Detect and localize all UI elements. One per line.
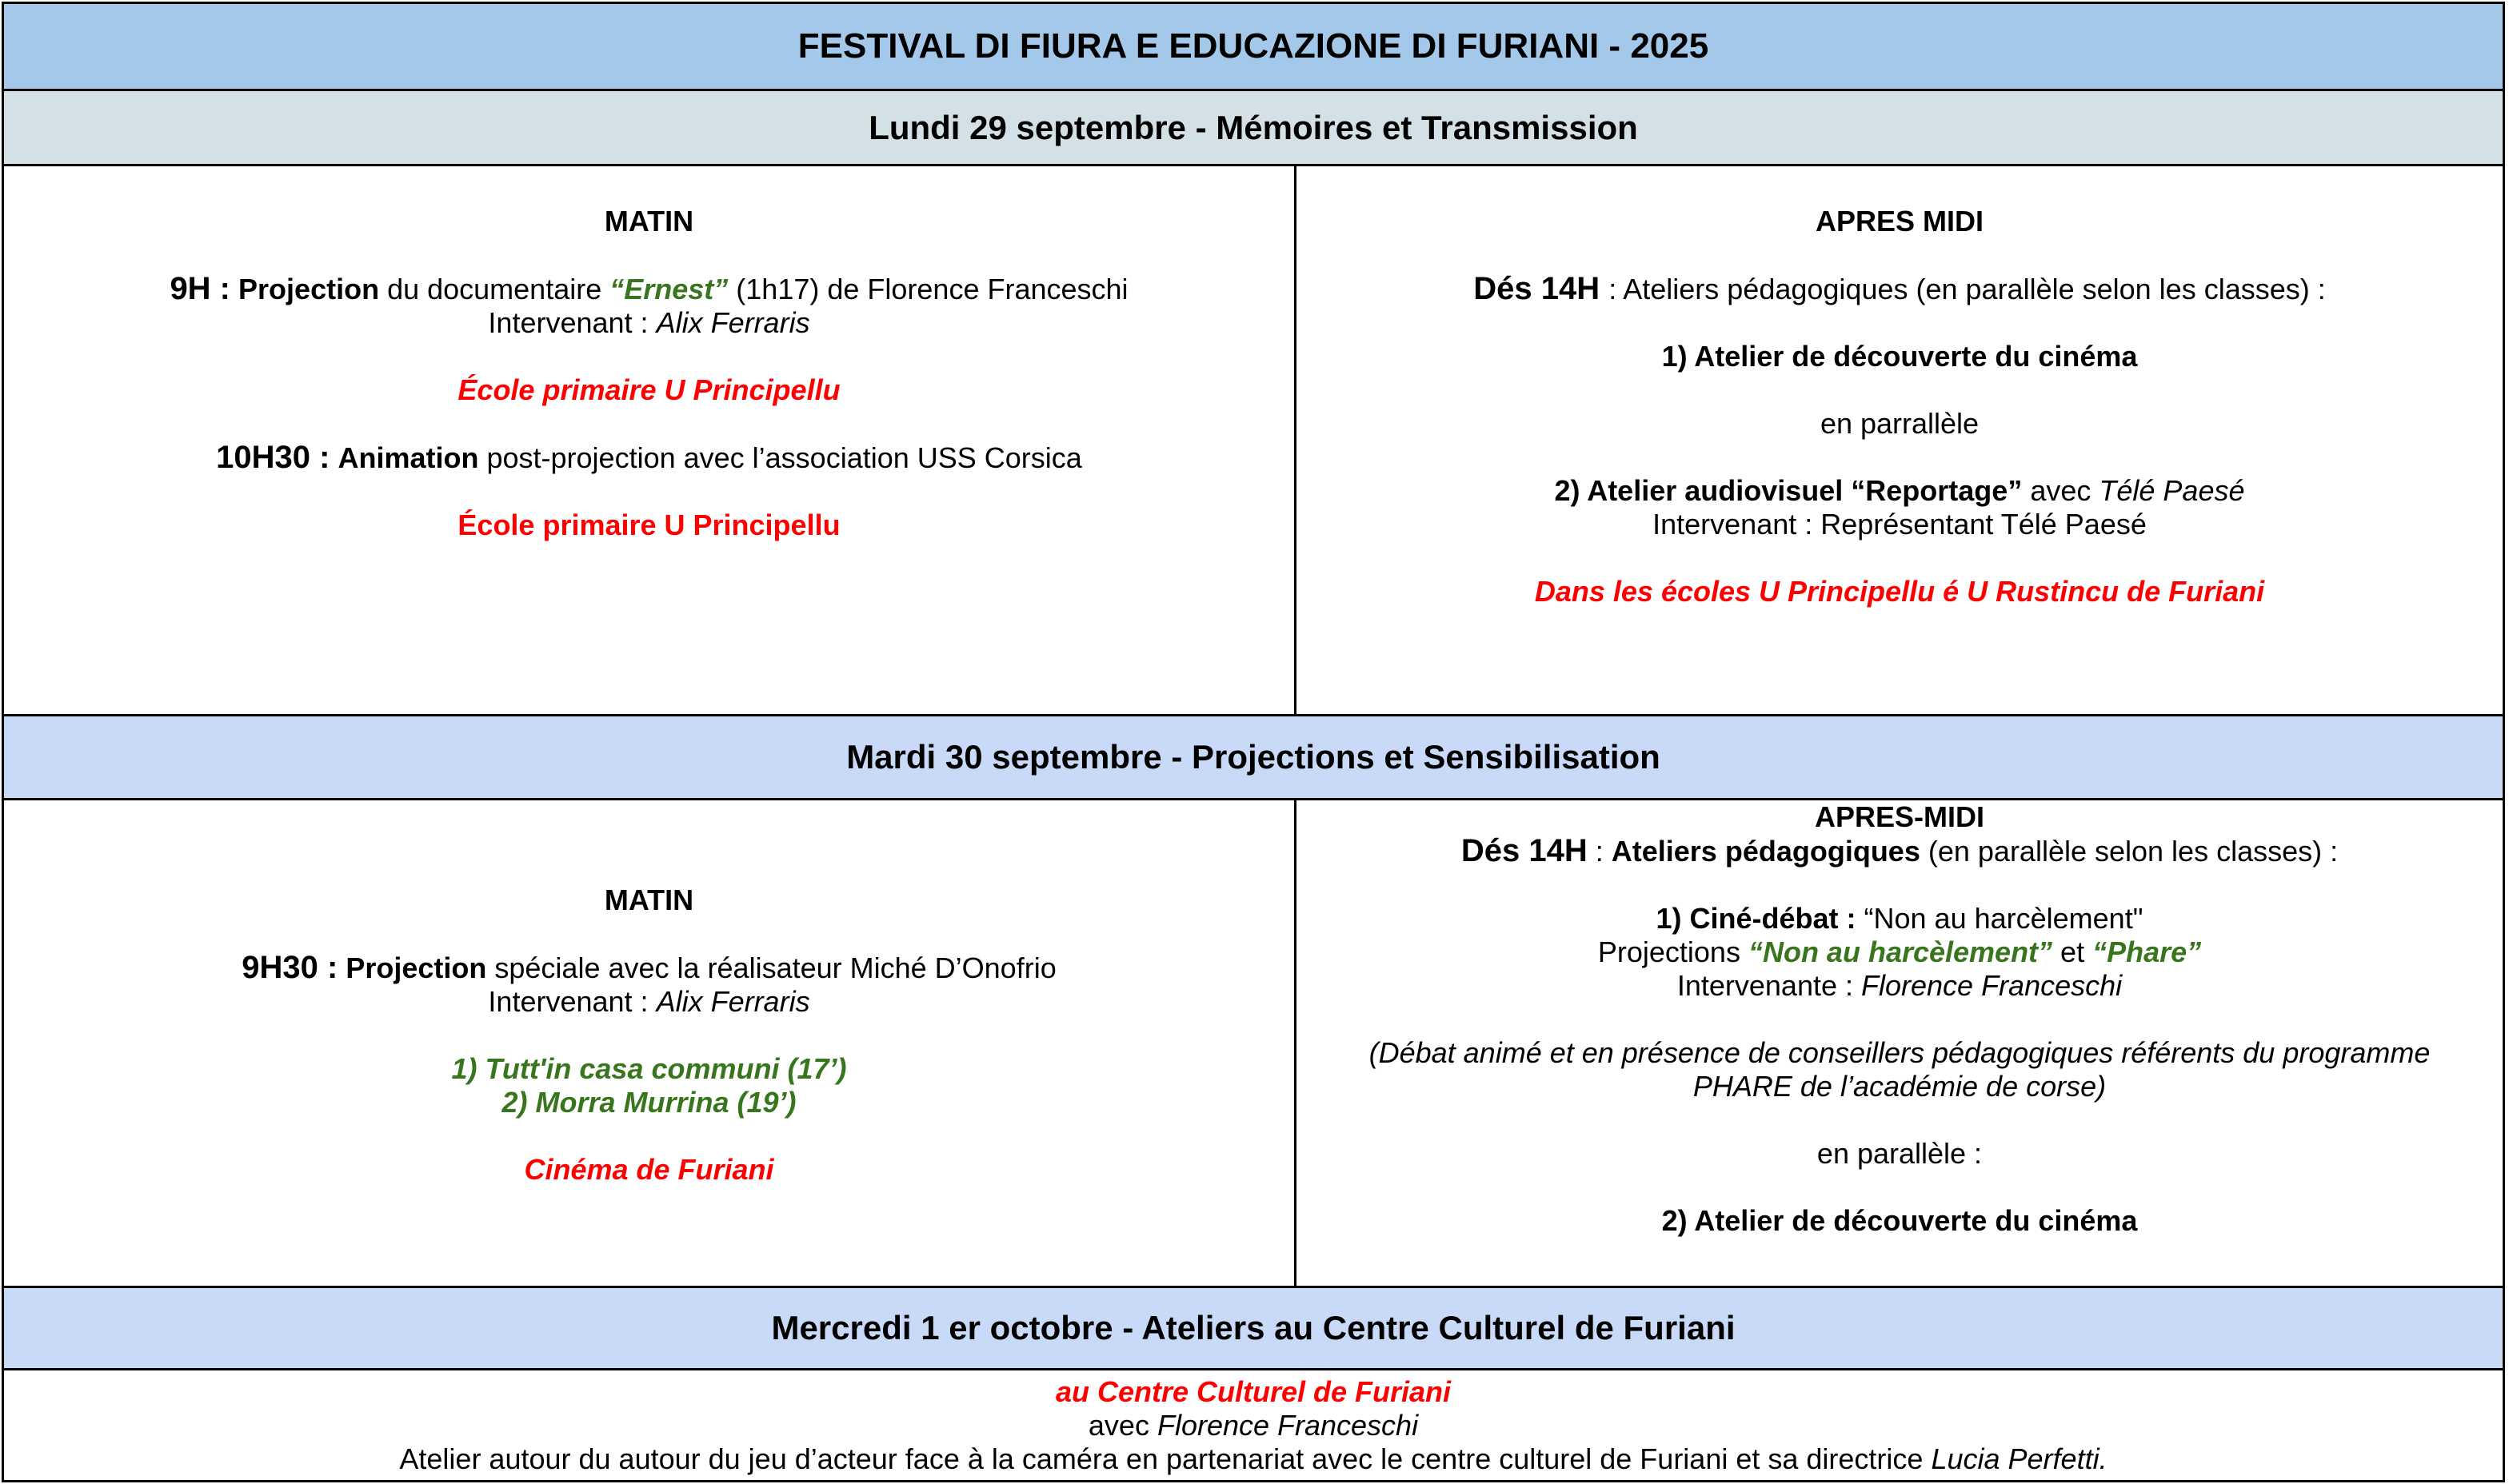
item-text: : bbox=[1587, 835, 1612, 868]
day2-film2: 2) Morra Murrina (19’) bbox=[501, 1086, 797, 1119]
day1-afternoon-cell bbox=[1296, 166, 2503, 714]
item-time: 9H : bbox=[170, 271, 231, 306]
item-label: Animation bbox=[338, 441, 479, 474]
workshop-label: 2) Atelier audiovisuel “Reportage” bbox=[1554, 474, 2023, 507]
day1-morning-item2-location: École primaire U Principellu bbox=[457, 509, 841, 541]
day1-morning-item1 bbox=[170, 272, 1128, 306]
item-text: post-projection avec l’association USS Corsica bbox=[478, 441, 1082, 474]
day1-workshop1: 1) Atelier de découverte du cinéma bbox=[1661, 340, 2138, 373]
festival-title-row bbox=[2, 2, 2505, 91]
day1-afternoon-heading: APRES MIDI bbox=[1815, 205, 1984, 237]
item-label: Ateliers pédagogiques bbox=[1611, 835, 1920, 868]
day2-workshop2: 2) Atelier de découverte du cinéma bbox=[1661, 1204, 2138, 1237]
film-title: “Ernest” bbox=[609, 273, 729, 305]
item-text: du documentaire bbox=[379, 273, 610, 305]
item-text: Atelier autour du autour du jeu d’acteur face à la caméra en partenariat avec le centre culturel de Furiani et sa directrice bbox=[399, 1442, 1932, 1475]
day1-sessions bbox=[2, 166, 2505, 716]
partner-name: Télé Paesé bbox=[2099, 474, 2245, 507]
item-text: avec bbox=[2022, 474, 2099, 507]
day2-afternoon-intro bbox=[1461, 834, 2338, 868]
film-title: “Phare” bbox=[2092, 935, 2202, 968]
speaker-name: Florence Franceschi bbox=[1861, 969, 2123, 1002]
day2-morning-speaker bbox=[488, 985, 809, 1019]
item-text: spéciale avec la réalisateur Miché D’Onofrio bbox=[486, 951, 1057, 984]
day2-note-line2: PHARE de l’académie de corse) bbox=[1692, 1070, 2107, 1103]
film-title: “Non au harcèlement” bbox=[1748, 935, 2053, 968]
speaker-name: Florence Franceschi bbox=[1157, 1409, 1419, 1442]
day3-description bbox=[4, 1442, 2503, 1476]
speaker-name: Alix Ferraris bbox=[656, 985, 810, 1018]
day1-morning-item2 bbox=[216, 441, 1082, 475]
day1-workshop2-speaker: Intervenant : Représentant Télé Paesé bbox=[1652, 508, 2147, 541]
speaker-label: Intervenant : bbox=[488, 306, 657, 339]
day2-header-row bbox=[2, 714, 2505, 800]
day2-debate bbox=[1656, 902, 2143, 935]
day3-header-row bbox=[2, 1286, 2505, 1370]
day1-afternoon-intro bbox=[1473, 272, 2326, 306]
item-text: et bbox=[2052, 935, 2093, 968]
item-text: avec bbox=[1088, 1409, 1157, 1442]
item-time: Dés 14H bbox=[1473, 271, 1609, 306]
day1-morning-cell bbox=[4, 166, 1296, 714]
day2-afternoon-heading: APRES-MIDI bbox=[1814, 800, 1984, 833]
item-time: 9H30 : bbox=[242, 950, 338, 985]
day1-morning-heading: MATIN bbox=[604, 205, 694, 237]
day2-morning-heading: MATIN bbox=[604, 884, 694, 916]
day1-header: Lundi 29 septembre - Mémoires et Transmission bbox=[869, 108, 1638, 146]
debate-label: 1) Ciné-débat : bbox=[1656, 902, 1856, 935]
speaker-label: Intervenant : bbox=[488, 985, 657, 1018]
day1-morning-item1-speaker bbox=[488, 306, 809, 340]
day1-header-row bbox=[2, 89, 2505, 166]
day2-note-line1: (Débat animé et en présence de conseillers pédagogiques référents du programme bbox=[1368, 1036, 2431, 1069]
day1-parallel-text: en parrallèle bbox=[1820, 407, 1980, 440]
director-name: Lucia Perfetti bbox=[1931, 1442, 2099, 1475]
day2-afternoon-cell bbox=[1296, 800, 2503, 1286]
item-label: Projection bbox=[346, 951, 487, 984]
speaker-label: Intervenante : bbox=[1676, 969, 1861, 1002]
debate-text: “Non au harcèlement" bbox=[1856, 902, 2143, 935]
festival-title: FESTIVAL DI FIURA E EDUCAZIONE DI FURIANI - 2025 bbox=[797, 26, 1709, 66]
day2-morning-cell bbox=[4, 800, 1296, 1286]
day1-workshop2 bbox=[1555, 474, 2245, 508]
day3-header: Mercredi 1 er octobre - Ateliers au Centre Culturel de Furiani bbox=[771, 1309, 1736, 1346]
item-time: 10H30 : bbox=[216, 440, 330, 475]
item-text: Projections bbox=[1597, 935, 1748, 968]
item-text: (1h17) de Florence Franceschi bbox=[728, 273, 1129, 305]
day1-afternoon-location: Dans les écoles U Principellu é U Rustincu de Furiani bbox=[1534, 575, 2265, 608]
day3-with bbox=[4, 1409, 2503, 1442]
day2-header: Mardi 30 septembre - Projections et Sensibilisation bbox=[846, 738, 1660, 776]
speaker-name: Alix Ferraris bbox=[656, 306, 810, 339]
punctuation: . bbox=[2099, 1442, 2107, 1475]
day2-parallel-text: en parallèle : bbox=[1816, 1137, 1983, 1170]
day3-session-cell bbox=[2, 1370, 2505, 1482]
day1-morning-item1-location: École primaire U Principellu bbox=[457, 373, 841, 406]
day2-projections bbox=[1598, 935, 2201, 969]
item-text: : Ateliers pédagogiques (en parallèle selon les classes) : bbox=[1608, 273, 2326, 305]
item-text: (en parallèle selon les classes) : bbox=[1920, 835, 2339, 868]
day2-film1: 1) Tutt'in casa communi (17’) bbox=[451, 1052, 847, 1085]
day3-location: au Centre Culturel de Furiani bbox=[1055, 1375, 1452, 1408]
item-label: Projection bbox=[238, 273, 380, 305]
day2-afternoon-speaker bbox=[1677, 969, 2122, 1003]
day2-sessions bbox=[2, 800, 2505, 1288]
day2-morning-item bbox=[242, 951, 1056, 985]
day2-morning-location: Cinéma de Furiani bbox=[524, 1153, 774, 1186]
item-time: Dés 14H bbox=[1460, 833, 1588, 868]
